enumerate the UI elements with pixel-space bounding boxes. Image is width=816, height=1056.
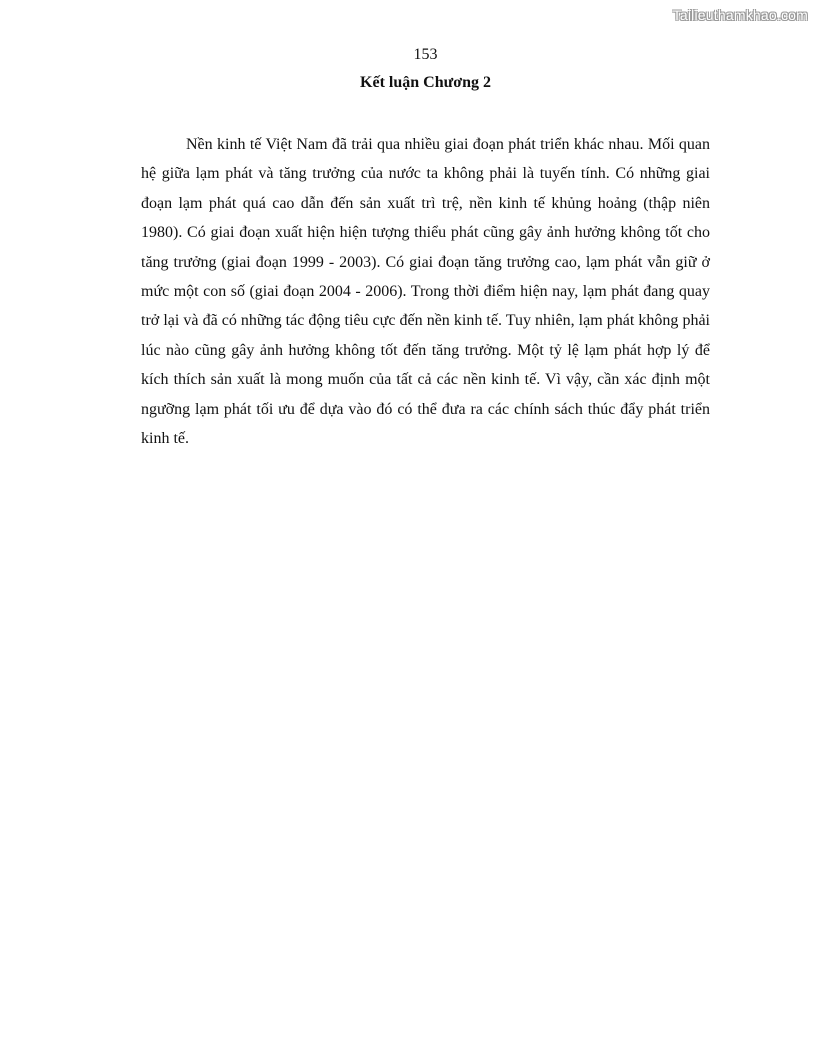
- page-number: 153: [413, 46, 438, 63]
- chapter-title: Kết luận Chương 2: [360, 74, 491, 91]
- body-paragraph: Nền kinh tế Việt Nam đã trải qua nhiều giai đoạn phát triển khác nhau. Mối quan hệ giữa lạm phát và tăng trưởng của nước ta không phải là tuyến tính. Có những giai đoạn lạm phát quá cao dẫn đến sản xuất trì trệ, nền kinh tế khủng hoảng (thập niên 1980). Có giai đoạn xuất hiện hiện tượng thiểu phát cũng gây ảnh hưởng không tốt cho tăng trưởng (giai đoạn 1999 - 2003). Có giai đoạn tăng trưởng cao, lạm phát vẫn giữ ở mức một con số (giai đoạn 2004 - 2006). Trong thời điểm hiện nay, lạm phát đang quay trở lại và đã có những tác động tiêu cực đến nền kinh tế. Tuy nhiên, lạm phát không phải lúc nào cũng gây ảnh hưởng không tốt đến tăng trưởng. Một tỷ lệ lạm phát hợp lý để kích thích sản xuất là mong muốn của tất cả các nền kinh tế. Vì vậy, cần xác định một ngưỡng lạm phát tối ưu để dựa vào đó có thể đưa ra các chính sách thúc đẩy phát triển kinh tế.: [141, 136, 710, 448]
- watermark: Tailieuthamkhao.com: [672, 7, 808, 23]
